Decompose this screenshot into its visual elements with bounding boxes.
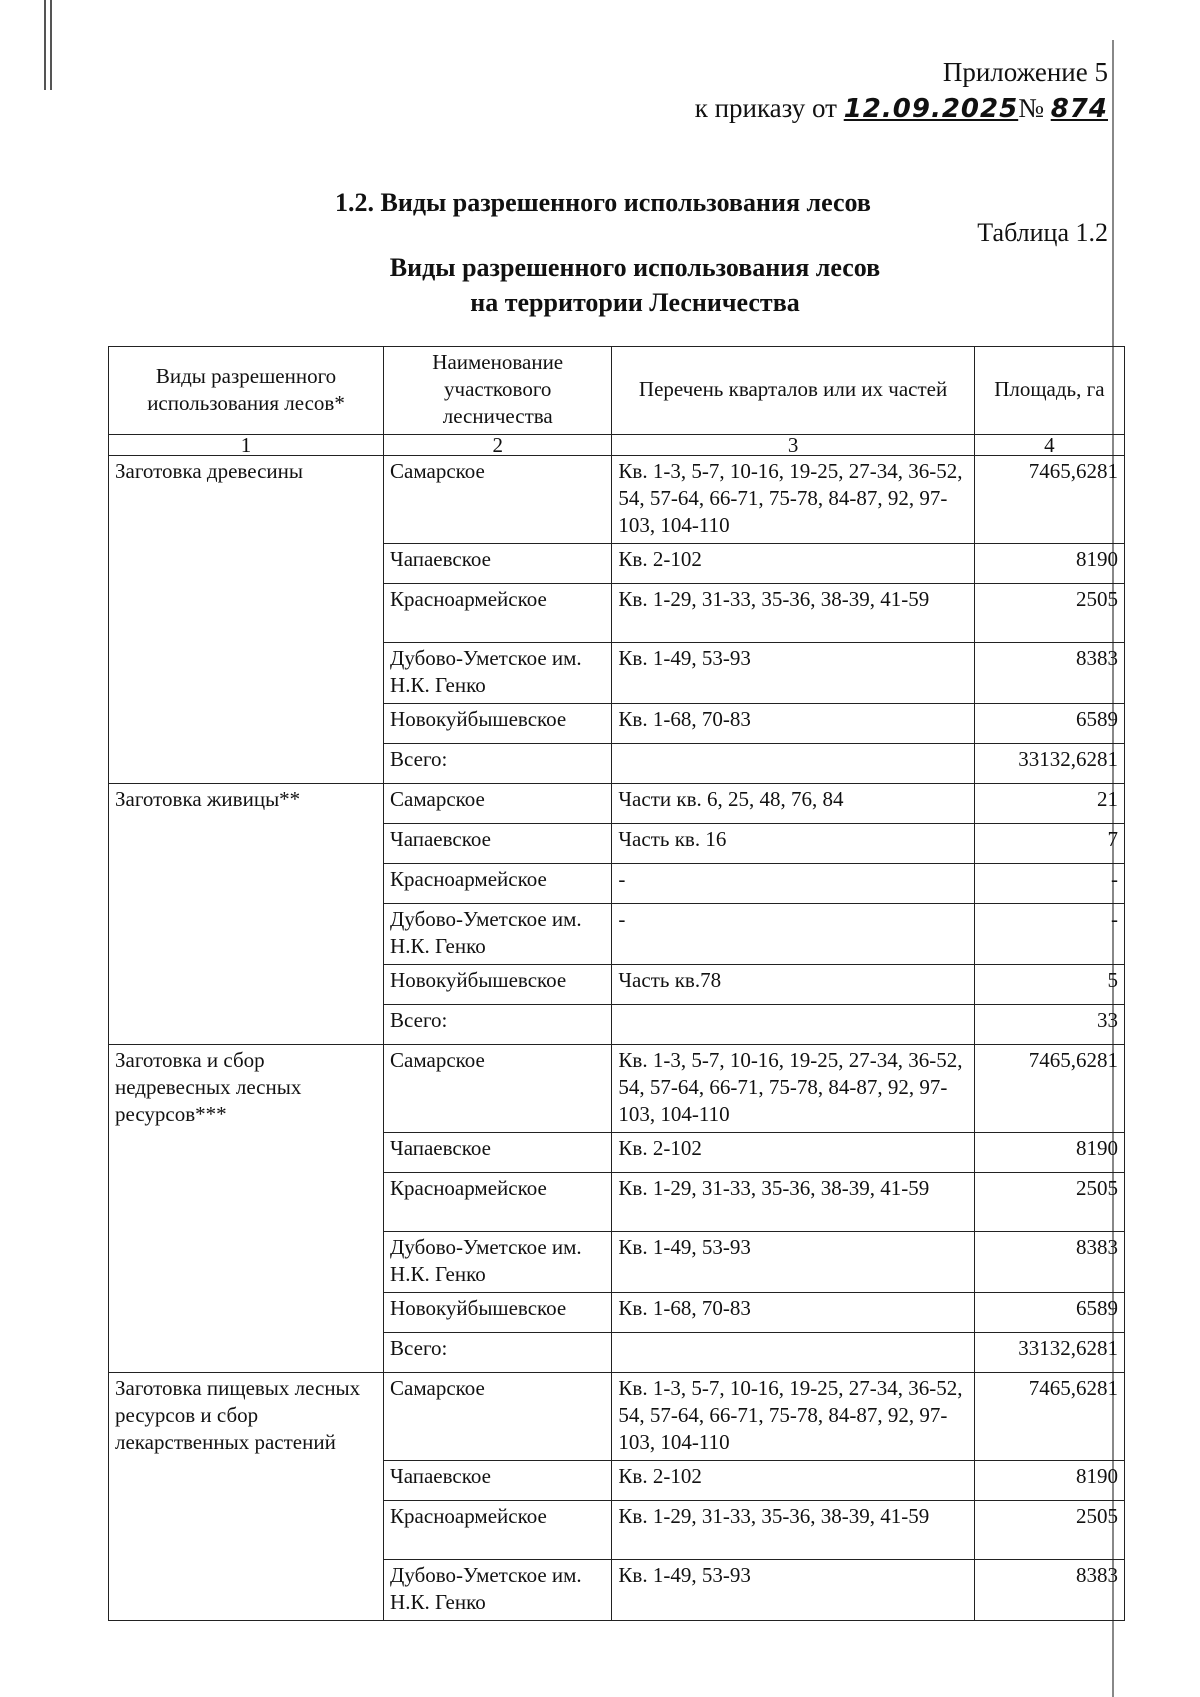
district-cell: Чапаевское [384,1133,612,1173]
area-cell: - [974,864,1124,904]
table-title [300,250,970,320]
column-number: 4 [974,435,1124,456]
district-cell: Чапаевское [384,1461,612,1501]
use-type-cell: Заготовка и сбор недревесных лесных ресурсов*** [109,1045,384,1373]
quarters-cell: Кв. 1-49, 53-93 [612,643,974,704]
area-cell: 8383 [974,643,1124,704]
quarters-cell [612,1005,974,1045]
quarters-cell: Кв. 1-49, 53-93 [612,1560,974,1621]
area-cell: 2505 [974,1501,1124,1560]
district-cell: Чапаевское [384,824,612,864]
table-row [109,1373,1125,1461]
area-cell: 8383 [974,1232,1124,1293]
area-cell: 8190 [974,1133,1124,1173]
area-cell: 33 [974,1005,1124,1045]
order-number-sign: № [1018,93,1044,123]
district-cell: Красноармейское [384,864,612,904]
forest-use-table [108,346,1125,1621]
quarters-cell: - [612,904,974,965]
area-cell: 7465,6281 [974,1045,1124,1133]
table-title-line: на территории Лесничества [470,288,800,317]
district-cell: Чапаевское [384,544,612,584]
area-cell: 7 [974,824,1124,864]
column-number: 3 [612,435,974,456]
quarters-cell [612,744,974,784]
area-cell: - [974,904,1124,965]
quarters-cell: Части кв. 6, 25, 48, 76, 84 [612,784,974,824]
quarters-cell: Кв. 1-29, 31-33, 35-36, 38-39, 41-59 [612,1173,974,1232]
column-number: 1 [109,435,384,456]
quarters-cell: Часть кв.78 [612,965,974,1005]
order-prefix: к приказу от [694,93,837,123]
table-row [109,456,1125,544]
area-cell: 7465,6281 [974,456,1124,544]
area-cell: 6589 [974,1293,1124,1333]
header-cell: Перечень кварталов или их частей [612,347,974,435]
quarters-cell: Кв. 1-49, 53-93 [612,1232,974,1293]
area-cell: 2505 [974,1173,1124,1232]
district-cell: Красноармейское [384,584,612,643]
district-cell: Дубово-Уметское им. Н.К. Генко [384,643,612,704]
area-cell: 33132,6281 [974,1333,1124,1373]
quarters-cell: Кв. 1-68, 70-83 [612,1293,974,1333]
order-date: 12.09.2025 [843,94,1019,124]
district-cell: Красноармейское [384,1501,612,1560]
quarters-cell: - [612,864,974,904]
quarters-cell: Кв. 2-102 [612,1133,974,1173]
table-title-line: Виды разрешенного использования лесов [389,253,881,282]
district-cell: Новокуйбышевское [384,704,612,744]
district-cell: Новокуйбышевское [384,965,612,1005]
column-number-row [109,435,1125,456]
appendix-header [695,54,1108,127]
area-cell: 2505 [974,584,1124,643]
use-type-cell: Заготовка пищевых лесных ресурсов и сбор лекарственных растений [109,1373,384,1621]
section-title: 1.2. Виды разрешенного использования лесов [335,188,871,217]
table-label: Таблица 1.2 [977,218,1108,247]
area-cell: 8190 [974,544,1124,584]
district-cell: Дубово-Уметское им. Н.К. Генко [384,1232,612,1293]
quarters-cell [612,1333,974,1373]
area-cell: 7465,6281 [974,1373,1124,1461]
district-cell: Новокуйбышевское [384,1293,612,1333]
quarters-cell: Кв. 1-29, 31-33, 35-36, 38-39, 41-59 [612,1501,974,1560]
column-number: 2 [384,435,612,456]
area-cell: 5 [974,965,1124,1005]
quarters-cell: Кв. 2-102 [612,1461,974,1501]
order-line [695,90,1108,127]
scan-edge-line [44,0,46,90]
area-cell: 33132,6281 [974,744,1124,784]
header-cell: Наименование участкового лесничества [384,347,612,435]
quarters-cell: Кв. 1-3, 5-7, 10-16, 19-25, 27-34, 36-52, 54, 57-64, 66-71, 75-78, 84-87, 92, 97-103, 104-110 [612,1373,974,1461]
appendix-label: Приложение 5 [942,57,1108,87]
quarters-cell: Кв. 1-3, 5-7, 10-16, 19-25, 27-34, 36-52, 54, 57-64, 66-71, 75-78, 84-87, 92, 97-103, 104-110 [612,456,974,544]
district-cell: Самарское [384,784,612,824]
district-cell: Всего: [384,744,612,784]
quarters-cell: Часть кв. 16 [612,824,974,864]
area-cell: 6589 [974,704,1124,744]
quarters-cell: Кв. 1-3, 5-7, 10-16, 19-25, 27-34, 36-52, 54, 57-64, 66-71, 75-78, 84-87, 92, 97-103, 104-110 [612,1045,974,1133]
quarters-cell: Кв. 1-29, 31-33, 35-36, 38-39, 41-59 [612,584,974,643]
district-cell: Самарское [384,456,612,544]
header-cell: Площадь, га [974,347,1124,435]
header-cell: Виды разрешенного использования лесов* [109,347,384,435]
use-type-cell: Заготовка древесины [109,456,384,784]
district-cell: Красноармейское [384,1173,612,1232]
table-header-row [109,347,1125,435]
district-cell: Всего: [384,1333,612,1373]
area-cell: 8190 [974,1461,1124,1501]
district-cell: Самарское [384,1373,612,1461]
quarters-cell: Кв. 1-68, 70-83 [612,704,974,744]
quarters-cell: Кв. 2-102 [612,544,974,584]
order-number: 874 [1050,94,1108,124]
district-cell: Самарское [384,1045,612,1133]
district-cell: Всего: [384,1005,612,1045]
area-cell: 8383 [974,1560,1124,1621]
table-row [109,1045,1125,1133]
area-cell: 21 [974,784,1124,824]
table-row [109,784,1125,824]
district-cell: Дубово-Уметское им. Н.К. Генко [384,1560,612,1621]
use-type-cell: Заготовка живицы** [109,784,384,1045]
district-cell: Дубово-Уметское им. Н.К. Генко [384,904,612,965]
scan-edge-line [50,0,52,90]
